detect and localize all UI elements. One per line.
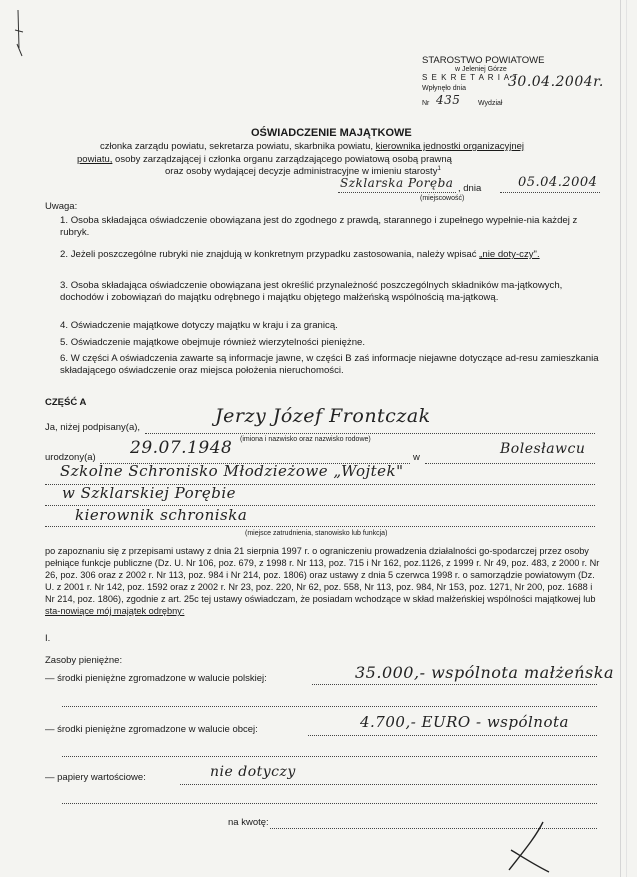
note-item-3: 3. Osoba składająca oświadczenie obowiązana jest określić przynależność poszczególnych składników ma-jątkowych, dochodów i zobowiązań do majątku odrębnego i majątku objętego małżeńską wspólnością ma-jątkową. (60, 280, 563, 304)
kwota-label: na kwotę: (228, 817, 269, 828)
born-place-dotted-line (425, 463, 595, 464)
born-date-value: 29.07.1948 (130, 438, 233, 458)
place-value: Szklarska Poręba (340, 176, 454, 190)
papers-dotted-line (180, 784, 597, 785)
note-item-5: 5. Oświadczenie majątkowe obejmuje również wierzytelności pieniężne. (60, 337, 366, 348)
foreign-dotted-line (308, 735, 597, 736)
born-place-value: Bolesławcu (500, 441, 586, 457)
stamp-nr-label: Nr (422, 100, 430, 107)
pln-extra-dotted-line (62, 706, 597, 707)
pln-value: 35.000,- wspólnota małżeńska (355, 663, 614, 682)
uwaga-label: Uwaga: (45, 201, 78, 212)
date-label: , dnia (458, 183, 482, 194)
date-value: 05.04.2004 (518, 175, 598, 190)
foreign-value: 4.700,- EURO - wspólnota (360, 713, 569, 731)
note-item-4: 4. Oświadczenie majątkowe dotyczy majątku w kraju i za granicą. (60, 320, 338, 331)
pln-dotted-line (312, 684, 597, 685)
note-item-1: 1. Osoba składająca oświadczenie obowiązana jest do zgodnego z prawdą, starannego i zupełnego wypełnie-nia każdej z rubryk. (60, 215, 578, 239)
strike-mark-icon (505, 820, 555, 875)
name-dotted-line (145, 433, 595, 434)
ja-label: Ja, niżej podpisany(a), (45, 422, 141, 433)
name-value: Jerzy Józef Frontczak (215, 405, 431, 427)
place-caption: (miejscowość) (420, 195, 465, 202)
employment-dotted-line-3 (45, 526, 595, 527)
employment-line-3: kierownik schroniska (75, 506, 248, 524)
note-item-2: 2. Jeżeli poszczególne rubryki nie znajdują w konkretnym przypadku zastosowania, należy wpisać „nie doty-czy". (60, 249, 540, 260)
name-caption: (imiona i nazwisko oraz nazwisko rodowe) (240, 436, 371, 443)
section-heading: Zasoby pieniężne: (45, 655, 123, 666)
part-a-heading: CZĘŚĆ A (45, 397, 87, 408)
stamp-nr-value: 435 (436, 93, 461, 107)
registry-stamp (420, 52, 604, 112)
born-label: urodzony(a) (45, 452, 96, 463)
stamp-received-value: 30.04.2004r. (508, 74, 604, 90)
subtitle-line-3: oraz osoby wydającej decyzje administracyjne w imieniu starosty$^1$ (165, 166, 441, 178)
date-dotted-line (500, 192, 600, 193)
stamp-wydzial-label: Wydział (478, 100, 503, 107)
place-dotted-line (338, 192, 456, 193)
papers-label: — papiery wartościowe: (45, 772, 146, 783)
employment-caption: (miejsce zatrudnienia, stanowisko lub funkcja) (245, 530, 388, 537)
stamp-line-3: S E K R E T A R I A T (422, 73, 519, 82)
born-w-label: w (413, 452, 420, 463)
note-item-6: 6. W części A oświadczenia zawarte są informacje jawne, w części B zaś informacje niejawne dotyczące ad-resu zamieszkania składającego oświadczenie oraz miejsca położenia nieruchomości. (60, 353, 599, 377)
foreign-label: — środki pieniężne zgromadzone w walucie obcej: (45, 724, 258, 735)
pln-label: — środki pieniężne zgromadzone w walucie polskiej: (45, 673, 267, 684)
employment-line-2: w Szklarskiej Porębie (62, 484, 237, 502)
margin-mark-icon (10, 8, 30, 58)
employment-line-1: Szkolne Schronisko Młodzieżowe „Wojtek" (60, 462, 404, 480)
papers-value: nie dotyczy (210, 764, 296, 780)
papers-extra-dotted-line (62, 803, 597, 804)
scan-edge-line (626, 0, 627, 877)
subtitle-line-2: powiatu, osoby zarządzającej i członka organu zarządzającego powiatową osobą prawną (77, 154, 452, 165)
scan-edge-line (620, 0, 621, 877)
law-paragraph: po zapoznaniu się z przepisami ustawy z dnia 21 sierpnia 1997 r. o ograniczeniu prowadzenia działalności go-spodarczej przez osoby pełniące funkcje publiczne (Dz. U. Nr 106, poz. 679, z 1998 r. Nr 113, poz. 715 i Nr 162, poz.1126, z 1999 r. Nr 49, poz. 483, z 2000 r. Nr 26, poz. 306 oraz z 2002 r. Nr 113, poz. 984 i Nr 214, poz. 1806) oraz ustawy z dnia 5 czerwca 1998 r. o samorządzie powiatowym (Dz. U. z 2001 r. Nr 142, poz. 1592 oraz z 2002 r. Nr 23, poz. 220, Nr 62, poz. 558, Nr 113, poz. 984, Nr 153, poz. 1271, Nr 200, poz. 1688 i Nr 214, poz. 1806), zgodnie z art. 25c tej ustawy oświadczam, że posiadam wchodzące w skład małżeńskiej wspólności majątkowej lub sta-nowiące mój majątek odrębny: (45, 546, 600, 616)
foreign-extra-dotted-line (62, 756, 597, 757)
document-title: OŚWIADCZENIE MAJĄTKOWE (251, 127, 412, 139)
stamp-received-label: Wpłynęło dnia (422, 85, 466, 92)
stamp-line-2: w Jeleniej Górze (455, 66, 507, 73)
subtitle-line-1: członka zarządu powiatu, sekretarza powiatu, skarbnika powiatu, kierownika jednostki organizacyjnej (100, 141, 525, 152)
section-roman-numeral: I. (45, 633, 51, 644)
stamp-line-1: STAROSTWO POWIATOWE (422, 55, 545, 66)
